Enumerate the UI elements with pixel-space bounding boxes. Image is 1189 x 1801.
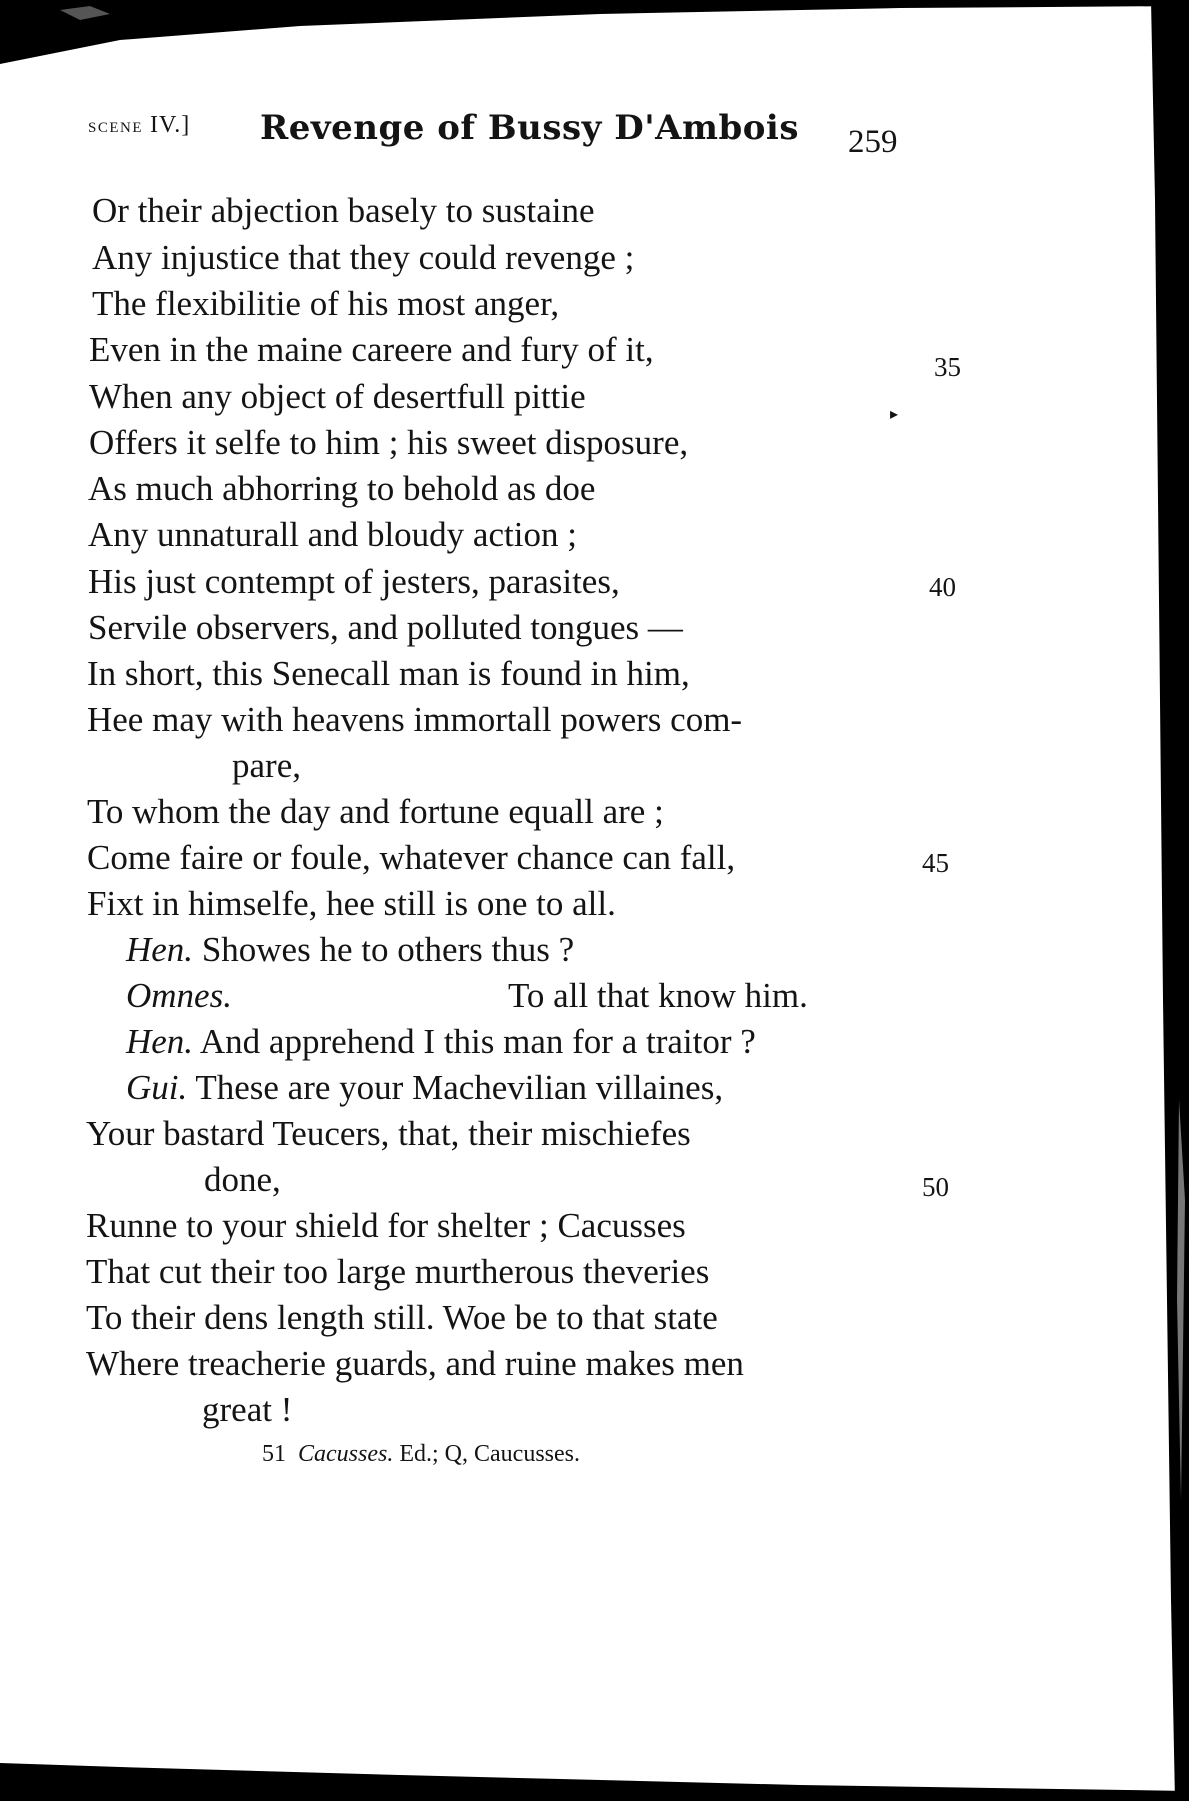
- verse-line: The flexibilitie of his most anger,: [92, 284, 560, 323]
- verse-line: Runne to your shield for shelter ; Cacusses: [86, 1206, 686, 1245]
- speaker-name: Gui.: [126, 1068, 188, 1107]
- verse-line: That cut their too large murtherous theveries: [86, 1252, 710, 1291]
- speech-line: Hen. And apprehend I this man for a traitor ?: [126, 1022, 756, 1061]
- verse-line: Or their abjection basely to sustaine: [92, 191, 595, 230]
- footnote: [262, 1441, 580, 1468]
- verse-line: To their dens length still. Woe be to that state: [86, 1298, 718, 1337]
- verse-line: To whom the day and fortune equall are ;: [87, 792, 664, 831]
- verse-line: done,: [204, 1160, 281, 1199]
- footnote-text: Ed.; Q, Caucusses.: [393, 1441, 580, 1467]
- verse-line: Even in the maine careere and fury of it,: [89, 330, 654, 369]
- verse-line: Hee may with heavens immortall powers com-: [87, 700, 743, 739]
- speech-line: Gui. These are your Machevilian villaines,: [126, 1068, 724, 1107]
- scene-label: SCENE IV.]: [88, 112, 191, 138]
- verse-line: Fixt in himselfe, hee still is one to all.: [87, 884, 616, 923]
- line-number: 50: [922, 1172, 949, 1202]
- verse-line: His just contempt of jesters, parasites,: [88, 562, 620, 601]
- speaker-name: Hen.: [126, 930, 194, 969]
- verse-line: Servile observers, and polluted tongues —: [88, 608, 683, 647]
- marginal-mark: ▸: [890, 406, 899, 423]
- speech-line: Hen. Showes he to others thus ?: [126, 930, 575, 969]
- speech-line: [126, 978, 232, 1013]
- line-number: 45: [922, 848, 949, 878]
- speech-line-continuation: To all that know him.: [508, 976, 808, 1015]
- verse-line: Offers it selfe to him ; his sweet disposure,: [89, 423, 689, 462]
- verse-line: great !: [202, 1390, 293, 1429]
- verse-line: When any object of desertfull pittie: [89, 377, 586, 416]
- verse-line: pare,: [232, 746, 301, 785]
- verse-line: Any unnaturall and bloudy action ;: [88, 515, 577, 554]
- speaker-name: Hen.: [126, 1022, 194, 1061]
- speaker-name: Omnes.: [126, 976, 232, 1015]
- verse-line: In short, this Senecall man is found in him,: [87, 654, 690, 693]
- scan-edge-right: [1129, 0, 1189, 1801]
- running-title: Revenge of Bussy D'Ambois: [260, 108, 799, 148]
- scan-edge-bottom: [0, 1741, 1189, 1801]
- verse-line: Your bastard Teucers, that, their mischiefes: [86, 1114, 691, 1153]
- footnote-lemma: Cacusses.: [298, 1441, 394, 1467]
- verse-line: Any injustice that they could revenge ;: [92, 238, 635, 277]
- scan-edge-top: [0, 0, 1189, 80]
- line-number: 35: [934, 352, 961, 382]
- verse-line: As much abhorring to behold as doe: [88, 469, 596, 508]
- verse-line: Come faire or foule, whatever chance can fall,: [87, 838, 736, 877]
- footnote-number: 51: [262, 1441, 286, 1467]
- running-header: [88, 108, 898, 160]
- verse-line: Where treacherie guards, and ruine makes men: [86, 1344, 744, 1383]
- page-number: 259: [848, 124, 898, 160]
- line-number: 40: [929, 572, 956, 602]
